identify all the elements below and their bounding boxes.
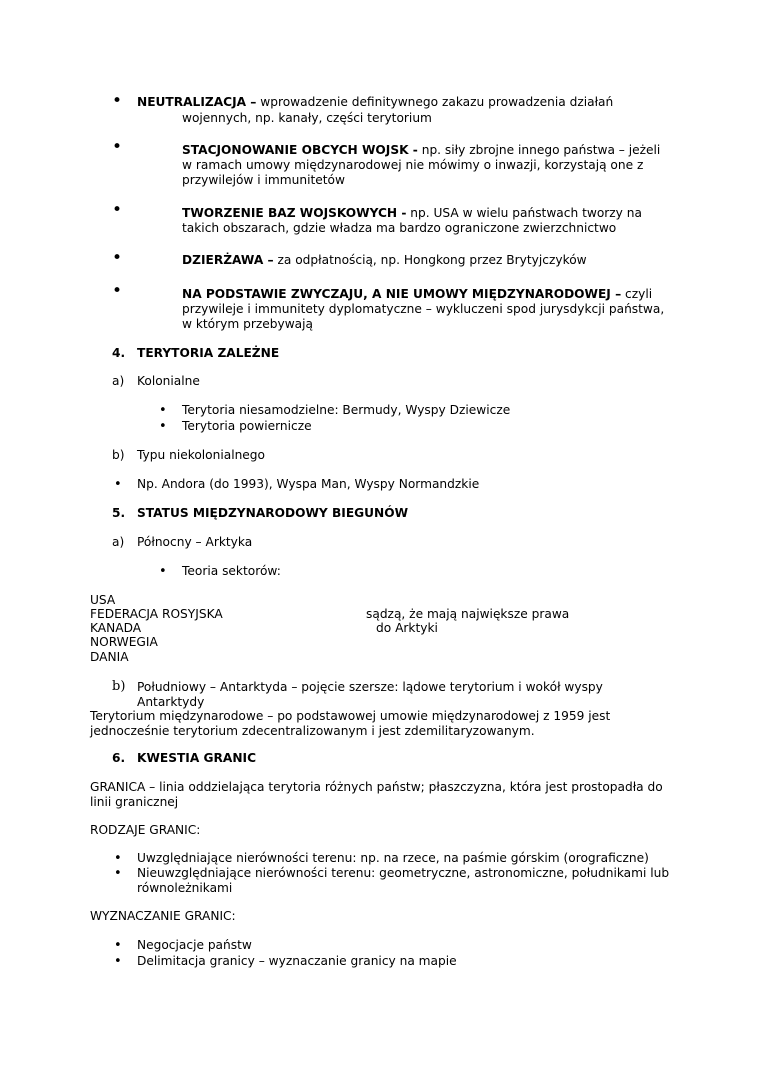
text: takich obszarach, gdzie władza ma bardzo ograniczone zwierzchnictwo (182, 221, 617, 235)
section-number: 4. (112, 346, 126, 360)
list-text: Kolonialne (137, 374, 200, 388)
bullet-icon: • (114, 866, 122, 881)
paragraph: Terytorium międzynarodowe – po podstawowej umowie międzynarodowej z 1959 jest (90, 709, 611, 723)
bullet-icon: • (114, 477, 122, 492)
bullet-icon: • (112, 91, 123, 111)
section-heading (112, 751, 257, 766)
term: NA PODSTAWIE ZWYCZAJU, A NIE UMOWY MIĘDZYNARODOWEJ – (182, 287, 622, 301)
section-number: 6. (112, 751, 126, 765)
list-item: Uwzględniające nierówności terenu: np. na rzece, na paśmie górskim (orograficzne) (137, 851, 649, 865)
bullet-icon: • (159, 419, 167, 434)
bullet-icon: • (159, 403, 167, 418)
claim-text: do Arktyki (376, 621, 438, 635)
bullet-icon: • (112, 200, 123, 220)
text: za odpłatnością, np. Hongkong przez Brytyjczyków (273, 253, 587, 267)
country: FEDERACJA ROSYJSKA (90, 607, 223, 621)
paragraph: jednocześnie terytorium zdecentralizowanym i jest zdemilitaryzowanym. (90, 724, 535, 738)
list-item: Negocjacje państw (137, 938, 252, 952)
bullet-line (182, 253, 587, 268)
list-text: Typu niekolonialnego (137, 448, 266, 462)
bullet-icon: • (112, 137, 123, 157)
bullet-icon: • (112, 281, 123, 301)
country: DANIA (90, 650, 129, 664)
list-label: a) (112, 535, 125, 549)
list-item: Terytoria niesamodzielne: Bermudy, Wyspy Dziewicze (182, 403, 511, 417)
list-label: a) (112, 374, 125, 388)
definition: GRANICA – linia oddzielająca terytoria różnych państw; płaszczyzna, która jest prostopadła do (90, 780, 663, 794)
section-title: STATUS MIĘDZYNARODOWY BIEGUNÓW (137, 506, 409, 520)
subheading: RODZAJE GRANIC: (90, 823, 201, 837)
section-number: 5. (112, 506, 126, 520)
text: w ramach umowy międzynarodowej nie mówimy o inwazji, korzystają one z (182, 158, 644, 172)
list-text: Południowy – Antarktyda – pojęcie szersze: lądowe terytorium i wokół wyspy (137, 680, 603, 694)
list-text: Północny – Arktyka (137, 535, 253, 549)
bullet-icon: • (159, 564, 167, 579)
term: TWORZENIE BAZ WOJSKOWYCH - (182, 206, 407, 220)
country: NORWEGIA (90, 635, 158, 649)
term: STACJONOWANIE OBCYCH WOJSK - (182, 143, 418, 157)
bullet-line (182, 143, 660, 158)
term: DZIERŻAWA – (182, 253, 274, 267)
list-item: Nieuwzględniające nierówności terenu: geometryczne, astronomiczne, południkami lub (137, 866, 670, 880)
bullet-line (182, 287, 652, 302)
section-title: KWESTIA GRANIC (137, 751, 257, 765)
bullet-icon: • (114, 954, 122, 969)
bullet-line (137, 95, 613, 110)
list-item: Teoria sektorów: (182, 564, 281, 578)
bullet-icon: • (112, 248, 123, 268)
term: NEUTRALIZACJA – (137, 95, 257, 109)
text: przywilejów i immunitetów (182, 173, 345, 187)
text: przywileje i immunitety dyplomatyczne – wykluczeni spod jurysdykcji państwa, (182, 302, 665, 316)
text: wprowadzenie definitywnego zakazu prowadzenia działań (256, 95, 614, 109)
country: KANADA (90, 621, 142, 635)
text: np. siły zbrojne innego państwa – jeżeli (417, 143, 661, 157)
list-item: Np. Andora (do 1993), Wyspa Man, Wyspy Normandzkie (137, 477, 480, 491)
country: USA (90, 593, 116, 607)
list-item: Terytoria powiernicze (182, 419, 312, 433)
text: w którym przebywają (182, 317, 313, 331)
text: wojennych, np. kanały, części terytorium (182, 111, 432, 125)
list-item: Delimitacja granicy – wyznaczanie granicy na mapie (137, 954, 457, 968)
bullet-icon: • (114, 851, 122, 866)
definition: linii granicznej (90, 795, 179, 809)
claim-text: sądzą, że mają największe prawa (366, 607, 570, 621)
bullet-icon: • (114, 938, 122, 953)
text: czyli (621, 287, 653, 301)
bullet-line (182, 206, 642, 221)
list-item: równoleżnikami (137, 881, 233, 895)
section-heading (112, 346, 280, 361)
section-title: TERYTORIA ZALEŻNE (137, 346, 280, 360)
list-text: Antarktydy (137, 695, 205, 709)
list-label: b) (112, 448, 125, 462)
text: np. USA w wielu państwach tworzy na (406, 206, 642, 220)
section-heading (112, 506, 409, 521)
list-label: b) (112, 679, 126, 694)
subheading: WYZNACZANIE GRANIC: (90, 909, 236, 923)
